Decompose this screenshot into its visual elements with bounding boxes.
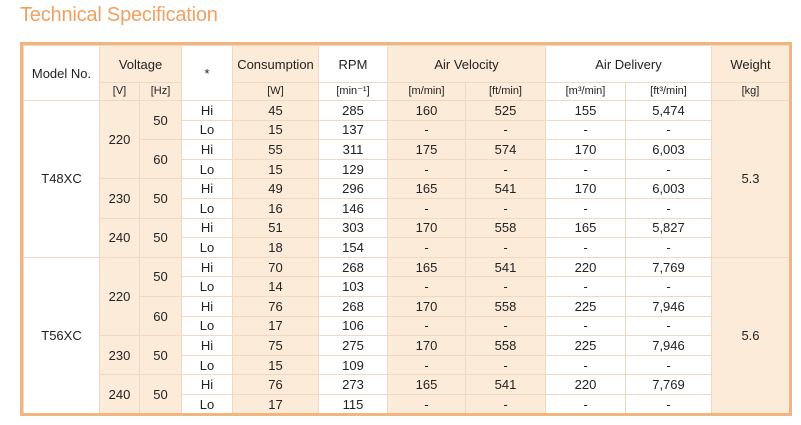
speed-cell: Hi [182,296,233,316]
air-delivery-m3-cell: 220 [546,257,626,277]
spec-table-frame [20,42,792,416]
frequency-cell: 50 [140,257,182,296]
air-velocity-ft-cell: 558 [466,336,546,356]
air-delivery-ft3-cell: - [626,159,712,179]
voltage-cell: 230 [100,179,140,218]
voltage-cell: 220 [100,257,140,335]
consumption-cell: 17 [233,394,319,414]
consumption-cell: 70 [233,257,319,277]
rpm-cell: 285 [319,101,388,121]
consumption-cell: 17 [233,316,319,336]
consumption-cell: 55 [233,140,319,160]
air-velocity-ft-cell: 541 [466,179,546,199]
frequency-cell: 50 [140,218,182,257]
rpm-cell: 154 [319,238,388,258]
header-speed: * [182,46,233,101]
air-velocity-m-cell: 170 [388,336,466,356]
air-velocity-m-cell: - [388,120,466,140]
table-row [24,375,790,395]
air-delivery-m3-cell: - [546,277,626,297]
speed-cell: Lo [182,198,233,218]
air-delivery-m3-cell: 170 [546,179,626,199]
consumption-cell: 18 [233,238,319,258]
rpm-cell: 109 [319,355,388,375]
air-delivery-ft3-cell: - [626,120,712,140]
header-model: Model No. [24,46,100,101]
speed-cell: Lo [182,277,233,297]
header-air-delivery: Air Delivery [546,46,712,83]
voltage-cell: 240 [100,375,140,414]
spec-table-body [24,101,790,415]
frequency-cell: 50 [140,375,182,414]
model-cell: T56XC [24,257,100,414]
consumption-cell: 15 [233,355,319,375]
header-air-velocity: Air Velocity [388,46,546,83]
header-rpm-unit: [min⁻¹] [319,83,388,101]
air-delivery-ft3-cell: 7,769 [626,375,712,395]
table-row [24,101,790,121]
rpm-cell: 303 [319,218,388,238]
air-delivery-m3-cell: - [546,159,626,179]
frequency-cell: 60 [140,140,182,179]
header-av-unit-ft: [ft/min] [466,83,546,101]
air-delivery-ft3-cell: - [626,394,712,414]
air-delivery-m3-cell: 225 [546,296,626,316]
frequency-cell: 50 [140,101,182,140]
rpm-cell: 311 [319,140,388,160]
rpm-cell: 296 [319,179,388,199]
speed-cell: Hi [182,140,233,160]
header-weight-unit: [kg] [712,83,790,101]
consumption-cell: 49 [233,179,319,199]
air-delivery-m3-cell: - [546,316,626,336]
consumption-cell: 76 [233,296,319,316]
table-row [24,336,790,356]
voltage-cell: 230 [100,336,140,375]
air-delivery-ft3-cell: - [626,238,712,258]
air-velocity-ft-cell: - [466,316,546,336]
speed-cell: Lo [182,159,233,179]
speed-cell: Hi [182,336,233,356]
consumption-cell: 51 [233,218,319,238]
page-title: Technical Specification [20,4,218,26]
air-velocity-m-cell: 165 [388,257,466,277]
air-velocity-ft-cell: - [466,277,546,297]
speed-cell: Hi [182,375,233,395]
air-delivery-m3-cell: 225 [546,336,626,356]
header-voltage-v: [V] [100,83,140,101]
rpm-cell: 268 [319,257,388,277]
model-cell: T48XC [24,101,100,258]
header-consumption: Consumption [233,46,319,83]
air-delivery-m3-cell: 220 [546,375,626,395]
header-voltage-hz: [Hz] [140,83,182,101]
header-ad-unit-ft3: [ft³/min] [626,83,712,101]
air-velocity-ft-cell: - [466,120,546,140]
air-velocity-ft-cell: 558 [466,296,546,316]
air-delivery-ft3-cell: 6,003 [626,179,712,199]
air-velocity-m-cell: 165 [388,375,466,395]
air-velocity-m-cell: 170 [388,296,466,316]
spec-table [23,45,790,415]
air-velocity-m-cell: - [388,316,466,336]
air-delivery-ft3-cell: 5,474 [626,101,712,121]
speed-cell: Lo [182,394,233,414]
air-delivery-m3-cell: - [546,394,626,414]
speed-cell: Lo [182,316,233,336]
air-delivery-m3-cell: 165 [546,218,626,238]
voltage-cell: 240 [100,218,140,257]
air-velocity-m-cell: - [388,355,466,375]
air-velocity-m-cell: - [388,394,466,414]
air-delivery-m3-cell: - [546,120,626,140]
speed-cell: Hi [182,179,233,199]
rpm-cell: 106 [319,316,388,336]
air-velocity-ft-cell: 525 [466,101,546,121]
air-velocity-ft-cell: 541 [466,257,546,277]
air-delivery-m3-cell: - [546,198,626,218]
rpm-cell: 146 [319,198,388,218]
table-row [24,218,790,238]
consumption-cell: 15 [233,159,319,179]
air-delivery-ft3-cell: - [626,198,712,218]
rpm-cell: 115 [319,394,388,414]
speed-cell: Hi [182,101,233,121]
air-velocity-ft-cell: - [466,394,546,414]
speed-cell: Lo [182,355,233,375]
air-velocity-m-cell: - [388,198,466,218]
header-av-unit-m: [m/min] [388,83,466,101]
air-velocity-ft-cell: 541 [466,375,546,395]
frequency-cell: 50 [140,336,182,375]
air-velocity-m-cell: 175 [388,140,466,160]
rpm-cell: 103 [319,277,388,297]
header-ad-unit-m3: [m³/min] [546,83,626,101]
frequency-cell: 50 [140,179,182,218]
speed-cell: Lo [182,120,233,140]
speed-cell: Hi [182,218,233,238]
air-delivery-ft3-cell: 7,769 [626,257,712,277]
header-consumption-unit: [W] [233,83,319,101]
air-delivery-m3-cell: - [546,238,626,258]
weight-cell: 5.3 [712,101,790,258]
air-delivery-ft3-cell: 5,827 [626,218,712,238]
air-delivery-m3-cell: 155 [546,101,626,121]
air-velocity-m-cell: - [388,238,466,258]
frequency-cell: 60 [140,296,182,335]
air-velocity-ft-cell: 558 [466,218,546,238]
air-delivery-ft3-cell: 6,003 [626,140,712,160]
consumption-cell: 45 [233,101,319,121]
air-velocity-m-cell: 160 [388,101,466,121]
air-delivery-ft3-cell: 7,946 [626,336,712,356]
air-velocity-m-cell: 170 [388,218,466,238]
air-delivery-ft3-cell: - [626,355,712,375]
table-row [24,257,790,277]
consumption-cell: 16 [233,198,319,218]
air-velocity-ft-cell: - [466,355,546,375]
voltage-cell: 220 [100,101,140,179]
header-rpm: RPM [319,46,388,83]
consumption-cell: 15 [233,120,319,140]
rpm-cell: 273 [319,375,388,395]
consumption-cell: 75 [233,336,319,356]
air-delivery-m3-cell: - [546,355,626,375]
rpm-cell: 275 [319,336,388,356]
air-velocity-m-cell: 165 [388,179,466,199]
speed-cell: Lo [182,238,233,258]
air-velocity-ft-cell: - [466,159,546,179]
air-velocity-ft-cell: - [466,238,546,258]
air-delivery-m3-cell: 170 [546,140,626,160]
header-voltage: Voltage [100,46,182,83]
rpm-cell: 268 [319,296,388,316]
table-row [24,179,790,199]
consumption-cell: 14 [233,277,319,297]
air-velocity-m-cell: - [388,159,466,179]
rpm-cell: 137 [319,120,388,140]
consumption-cell: 76 [233,375,319,395]
speed-cell: Hi [182,257,233,277]
air-delivery-ft3-cell: - [626,316,712,336]
air-velocity-ft-cell: 574 [466,140,546,160]
rpm-cell: 129 [319,159,388,179]
header-weight: Weight [712,46,790,83]
air-velocity-ft-cell: - [466,198,546,218]
air-delivery-ft3-cell: - [626,277,712,297]
air-delivery-ft3-cell: 7,946 [626,296,712,316]
air-velocity-m-cell: - [388,277,466,297]
weight-cell: 5.6 [712,257,790,414]
